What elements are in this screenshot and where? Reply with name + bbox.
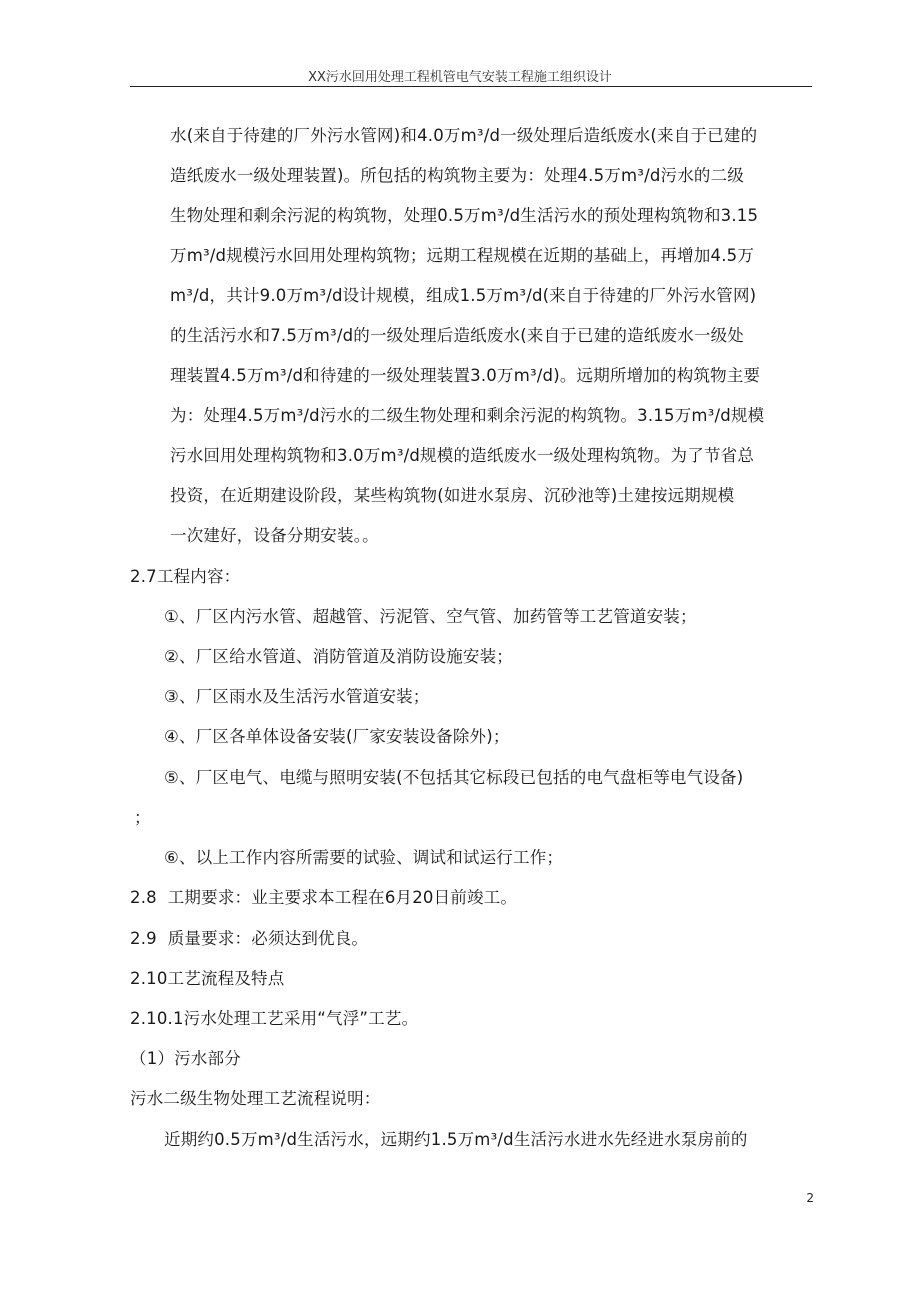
section-heading-2-10-1: 2.10.1污水处理工艺采用“气浮”工艺。 [130, 1009, 419, 1028]
paragraph-line: m³/d，共计9.0万m³/d设计规模，组成1.5万m³/d(来自于待建的厂外污水管网) [170, 286, 757, 305]
section-2-9 [130, 928, 368, 950]
section-text: 工期要求：业主要求本工程在6月20日前竣工。 [167, 888, 518, 907]
section-heading-2-7: 2.7工程内容： [130, 567, 241, 586]
paragraph-line: 一次建好，设备分期安装。。 [170, 526, 379, 545]
paragraph-line: 万m³/d规模污水回用处理构筑物；远期工程规模在近期的基础上，再增加4.5万 [170, 246, 755, 265]
page-number: 2 [806, 1191, 814, 1205]
header-title: XX污水回用处理工程机管电气安装工程施工组织设计 [308, 70, 612, 85]
flow-heading: 污水二级生物处理工艺流程说明： [130, 1089, 381, 1108]
paragraph-line: 理装置4.5万m³/d和待建的一级处理装置3.0万m³/d)。远期所增加的构筑物主要 [170, 366, 761, 385]
work-item: ④、厂区各单体设备安装(厂家安装设备除外)； [164, 727, 510, 746]
part-heading: （1）污水部分 [130, 1049, 241, 1068]
section-2-8 [130, 887, 517, 909]
paragraph-line: 污水回用处理构筑物和3.0万m³/d规模的造纸废水一级处理构筑物。为了节省总 [170, 446, 755, 465]
paragraph-line: 为：处理4.5万m³/d污水的二级生物处理和剩余污泥的构筑物。3.15万m³/d规模 [170, 406, 765, 425]
paragraph-line: 的生活污水和7.5万m³/d的一级处理后造纸废水(来自于已建的造纸废水一级处 [170, 326, 744, 345]
work-item-continuation: ； [134, 808, 151, 827]
work-item: ⑤、厂区电气、电缆与照明安装(不包括其它标段已包括的电气盘柜等电气设备) [164, 768, 744, 787]
paragraph-line: 造纸废水一级处理装置)。所包括的构筑物主要为：处理4.5万m³/d污水的二级 [170, 166, 744, 185]
work-item: ⑥、以上工作内容所需要的试验、调试和试运行工作； [164, 848, 564, 867]
paragraph-line: 近期约0.5万m³/d生活污水，远期约1.5万m³/d生活污水进水先经进水泵房前的 [164, 1130, 748, 1149]
section-text: 质量要求：必须达到优良。 [167, 929, 369, 948]
paragraph-line: 水(来自于待建的厂外污水管网)和4.0万m³/d一级处理后造纸废水(来自于已建的 [170, 126, 758, 145]
work-item: ②、厂区给水管道、消防管道及消防设施安装； [164, 647, 513, 666]
section-number: 2.9 [130, 929, 157, 948]
section-heading-2-10: 2.10工艺流程及特点 [130, 969, 285, 988]
paragraph-line: 投资，在近期建设阶段，某些构筑物(如进水泵房、沉砂池等)土建按远期规模 [170, 486, 735, 505]
work-item: ③、厂区雨水及生活污水管道安装； [164, 687, 430, 706]
section-number: 2.8 [130, 888, 157, 907]
work-item: ①、厂区内污水管、超越管、污泥管、空气管、加药管等工艺管道安装； [164, 607, 697, 626]
paragraph-line: 生物处理和剩余污泥的构筑物，处理0.5万m³/d生活污水的预处理构筑物和3.15 [170, 206, 759, 225]
